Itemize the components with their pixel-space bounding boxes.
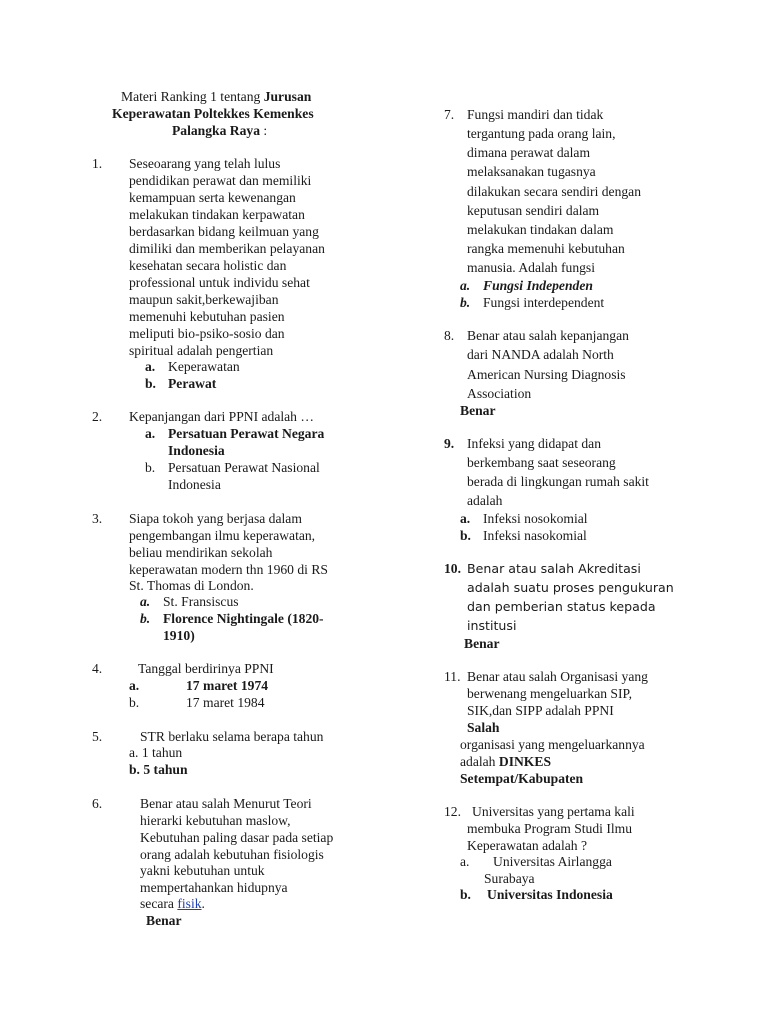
q1-line-4: melakukan tindakan kerpawatan [129,207,305,222]
q7-line-2: tergantung pada orang lain, [467,126,616,141]
q11-note-line-3: Setempat/Kabupaten [460,771,584,786]
page-title-line-2: Keperawatan Poltekkes Kemenkes [112,106,314,121]
q6-line-5: yakni kebutuhan untuk [140,863,265,878]
q7-option-a: Fungsi Independen [483,278,593,293]
q11-number: 11. [444,669,461,684]
q4-text: Tanggal berdirinya PPNI [138,661,274,676]
q4-option-b-letter: b. [129,695,140,710]
q2-option-a-line-1: Persatuan Perawat Negara [168,426,325,441]
q7-line-6: keputusan sendiri dalam [467,203,600,218]
q12-option-a-line-1: Universitas Airlangga [493,854,612,869]
q10-line-3: dan pemberian status kepada [467,599,656,614]
q7-line-7: melakukan tindakan dalam [467,222,614,237]
q4-option-b: 17 maret 1984 [186,695,265,710]
q2-option-b-line-2: Indonesia [168,477,221,492]
q1-line-9: maupun sakit,berkewajiban [129,292,279,307]
q1-line-11: meliputi bio-psiko-sosio dan [129,326,285,341]
q12-line-2: membuka Program Studi Ilmu [467,821,632,836]
q1-line-1: Seseoarang yang telah lulus [129,156,281,171]
q8-line-2: dari NANDA adalah North [467,347,614,362]
q1-line-8: professional untuk individu sehat [129,275,310,290]
q1-line-3: kemampuan serta kewenangan [129,190,296,205]
q2-text: Kepanjangan dari PPNI adalah … [129,409,314,424]
q4-option-a-letter: a. [129,678,140,693]
q7-line-9: manusia. Adalah fungsi [467,260,595,275]
q7-line-1: Fungsi mandiri dan tidak [467,107,604,122]
q9-option-a-letter: a. [460,511,471,526]
q9-line-4: adalah [467,493,503,508]
q12-option-a-letter: a. [460,854,470,869]
q3-line-3: beliau mendirikan sekolah [129,545,273,560]
q1-line-5: berdasarkan bidang keilmuan yang [129,224,319,239]
q10-line-4: institusi [467,618,517,633]
q3-line-4: keperawatan modern thn 1960 di RS [129,562,328,577]
q9-line-2: berkembang saat seseorang [467,455,616,470]
q1-option-b: Perawat [168,376,217,391]
q6-answer: Benar [146,913,182,928]
q3-option-b-line-1: Florence Nightingale (1820- [163,611,324,626]
page-title-line-3: Palangka Raya : [172,123,268,138]
q1-option-a-letter: a. [145,359,156,374]
q7-line-5: dilakukan secara sendiri dengan [467,184,642,199]
q1-line-10: memenuhi kebutuhan pasien [129,309,285,324]
q3-line-5: St. Thomas di London. [129,578,254,593]
q7-line-8: rangka memenuhi kebutuhan [467,241,625,256]
q9-option-b-letter: b. [460,528,471,543]
q8-answer: Benar [460,403,496,418]
q3-line-2: pengembangan ilmu keperawatan, [129,528,316,543]
q1-line-7: kesehatan secara holistic dan [129,258,287,273]
q7-number: 7. [444,107,455,122]
q12-option-b: Universitas Indonesia [487,887,613,902]
q3-option-a-letter: a. [140,594,151,609]
q1-option-a: Keperawatan [168,359,240,374]
q5-number: 5. [92,729,103,744]
q5-option-b: b. 5 tahun [129,762,188,777]
q1-line-6: dimiliki dan memberikan pelayanan [129,241,325,256]
q8-number: 8. [444,328,455,343]
q11-line-2: berwenang mengeluarkan SIP, [467,686,632,701]
q4-number: 4. [92,661,103,676]
q6-number: 6. [92,796,103,811]
q3-line-1: Siapa tokoh yang berjasa dalam [129,511,302,526]
q9-line-1: Infeksi yang didapat dan [467,436,602,451]
q7-option-b: Fungsi interdependent [483,295,605,310]
q2-number: 2. [92,409,103,424]
q5-text: STR berlaku selama berapa tahun [140,729,324,744]
q12-line-1: Universitas yang pertama kali [472,804,635,819]
q1-option-b-letter: b. [145,376,156,391]
q4-option-a: 17 maret 1974 [186,678,269,693]
q9-number: 9. [444,436,455,451]
q2-option-a-line-2: Indonesia [168,443,225,458]
q11-line-1: Benar atau salah Organisasi yang [467,669,648,684]
q9-option-a: Infeksi nosokomial [483,511,588,526]
q10-line-2: adalah suatu proses pengukuran [467,580,674,595]
q6-line-2: hierarki kebutuhan maslow, [140,813,291,828]
q8-line-4: Association [467,386,532,401]
q6-line-1: Benar atau salah Menurut Teori [140,796,312,811]
q10-answer: Benar [464,636,500,651]
q1-number: 1. [92,156,103,171]
q7-line-4: melaksanakan tugasnya [467,164,596,179]
q10-line-1: Benar atau salah Akreditasi [467,561,641,576]
q8-line-1: Benar atau salah kepanjangan [467,328,629,343]
q6-line-4: orang adalah kebutuhan fisiologis [140,847,324,862]
q7-line-3: dimana perawat dalam [467,145,591,160]
q9-option-b: Infeksi nasokomial [483,528,587,543]
q11-answer: Salah [467,720,500,735]
q12-line-3: Keperawatan adalah ? [467,838,588,853]
q6-line-7: secara fisik. [140,896,205,911]
q7-option-a-letter: a. [460,278,471,293]
q12-option-a-line-2: Surabaya [484,871,535,886]
q11-line-3: SIK,dan SIPP adalah PPNI [467,703,614,718]
q3-option-b-letter: b. [140,611,151,626]
q12-number: 12. [444,804,461,819]
q2-option-a-letter: a. [145,426,156,441]
q7-option-b-letter: b. [460,295,471,310]
q2-option-b-letter: b. [145,460,156,475]
q10-number: 10. [444,561,461,576]
q1-line-12: spiritual adalah pengertian [129,343,274,358]
q12-option-b-letter: b. [460,887,471,902]
q3-option-a: St. Fransiscus [163,594,239,609]
q3-option-b-line-2: 1910) [163,628,195,643]
q9-line-3: berada di lingkungan rumah sakit [467,474,649,489]
q8-line-3: American Nursing Diagnosis [467,367,626,382]
q6-line-6: mempertahankan hidupnya [140,880,288,895]
q5-option-a: a. 1 tahun [129,745,183,760]
q1-line-2: pendidikan perawat dan memiliki [129,173,312,188]
q3-number: 3. [92,511,103,526]
page-title-line-1: Materi Ranking 1 tentang Jurusan [121,89,312,104]
q11-note-line-2: adalah DINKES [460,754,551,769]
q11-note-line-1: organisasi yang mengeluarkannya [460,737,645,752]
q6-line-3: Kebutuhan paling dasar pada setiap [140,830,334,845]
q2-option-b-line-1: Persatuan Perawat Nasional [168,460,320,475]
fisik-link[interactable]: fisik [177,896,202,911]
